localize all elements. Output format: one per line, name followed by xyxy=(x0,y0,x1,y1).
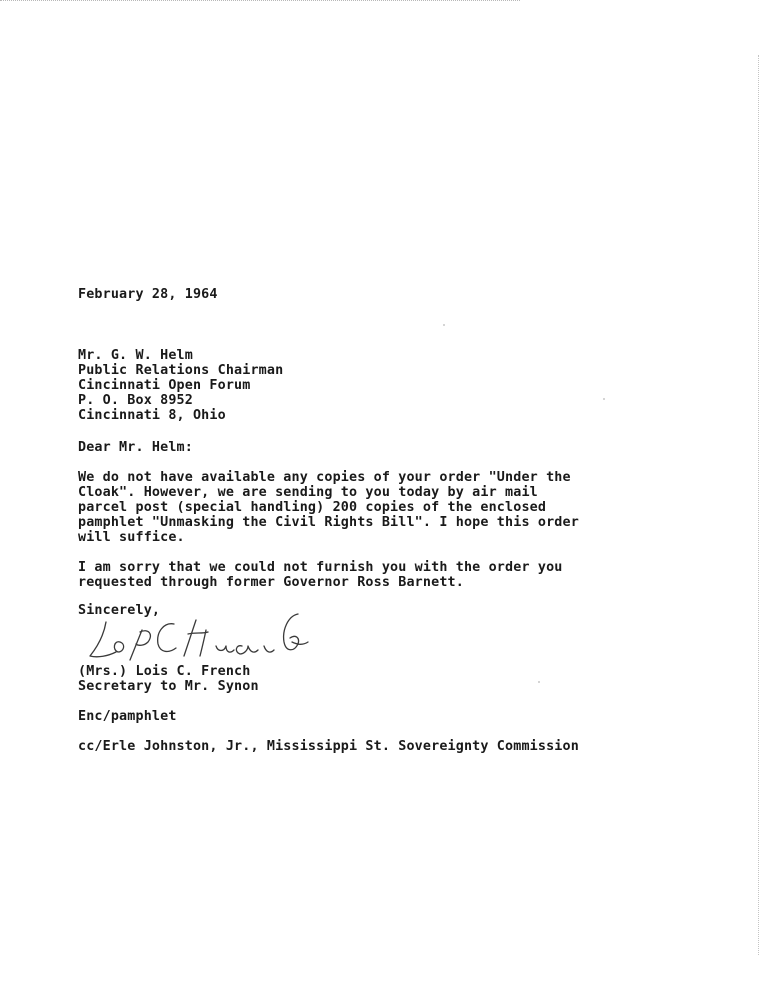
paragraph-1-line: Cloak". However, we are sending to you today by air mail xyxy=(78,485,538,500)
paragraph-1-line: parcel post (special handling) 200 copies of the enclosed xyxy=(78,500,547,515)
paragraph-2-line: requested through former Governor Ross Barnett. xyxy=(78,575,464,590)
signer-title: Secretary to Mr. Synon xyxy=(78,679,259,694)
recipient-title: Public Relations Chairman xyxy=(78,363,284,378)
recipient-po-box: P. O. Box 8952 xyxy=(78,393,193,408)
scan-speck xyxy=(603,398,605,400)
paragraph-1-line: will suffice. xyxy=(78,530,185,545)
recipient-organization: Cincinnati Open Forum xyxy=(78,378,251,393)
scan-top-edge xyxy=(0,0,520,3)
enclosure-note: Enc/pamphlet xyxy=(78,709,177,724)
scan-speck xyxy=(443,324,445,326)
letter-date: February 28, 1964 xyxy=(78,287,218,302)
salutation: Dear Mr. Helm: xyxy=(78,440,193,455)
paragraph-2-line: I am sorry that we could not furnish you with the order you xyxy=(78,560,563,575)
closing: Sincerely, xyxy=(78,603,161,618)
signer-name: (Mrs.) Lois C. French xyxy=(78,664,251,679)
paragraph-1-line: pamphlet "Unmasking the Civil Rights Bill". I hope this order xyxy=(78,515,579,530)
recipient-city: Cincinnati 8, Ohio xyxy=(78,408,226,423)
paragraph-1-line: We do not have available any copies of your order "Under the xyxy=(78,470,571,485)
handwritten-signature xyxy=(84,606,314,664)
scan-speck xyxy=(538,681,540,683)
scan-right-edge xyxy=(758,55,760,955)
carbon-copy-note: cc/Erle Johnston, Jr., Mississippi St. Sovereignty Commission xyxy=(78,739,579,754)
recipient-name: Mr. G. W. Helm xyxy=(78,348,193,363)
